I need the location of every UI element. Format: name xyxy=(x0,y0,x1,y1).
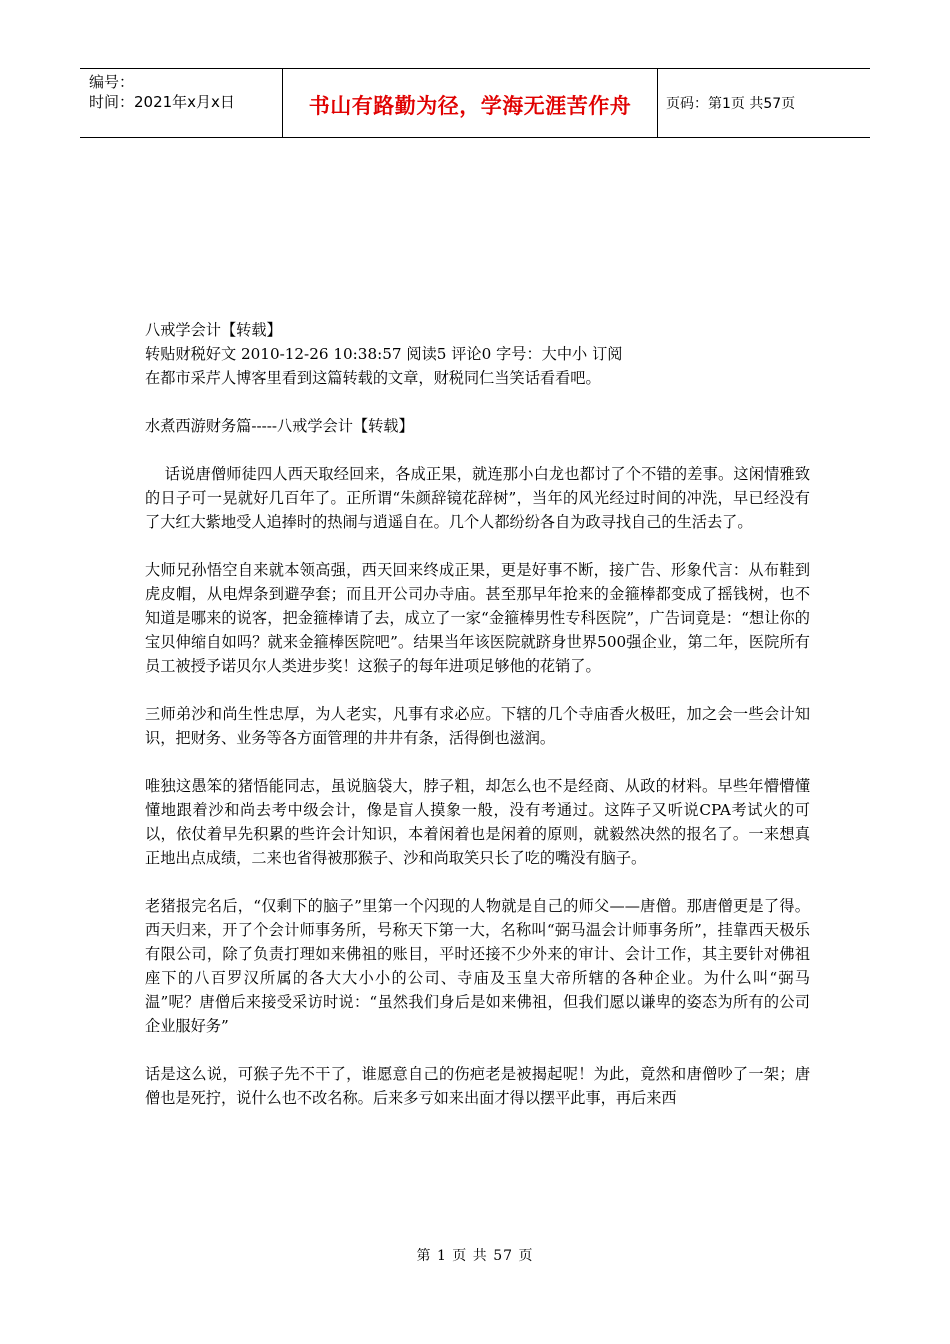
article-paragraph: 话是这么说，可猴子先不干了，谁愿意自己的伤疤老是被揭起呢！为此，竟然和唐僧吵了一架；唐僧也是死拧，说什么也不改名称。后来多亏如来出面才得以摆平此事，再后来西 xyxy=(145,1065,810,1107)
page-footer xyxy=(0,1245,950,1265)
header-page-cell xyxy=(658,69,870,137)
article-paragraph: 话说唐僧师徒四人西天取经回来，各成正果，就连那小白龙也都讨了个不错的差事。这闲情雅致的日子可一晃就好几百年了。正所谓“朱颜辞镜花辞树”，当年的风光经过时间的冲洗，早已经没有了大红大紫地受人追捧时的热闹与逍遥自在。几个人都纷纷各自为政寻找自己的生活去了。 xyxy=(145,465,810,531)
page-header xyxy=(80,68,870,138)
article-title: 八戒学会计【转载】 xyxy=(145,321,282,339)
document-date-label: 时间：2021年x月x日 xyxy=(89,93,235,111)
header-page-info: 页码：第1页 共57页 xyxy=(666,96,796,112)
article-paragraph: 三师弟沙和尚生性忠厚，为人老实，凡事有求必应。下辖的几个寺庙香火极旺，加之会一些会计知识，把财务、业务等各方面管理的井井有条，活得倒也滋润。 xyxy=(145,705,810,747)
article-paragraph: 大师兄孙悟空自来就本领高强，西天回来终成正果，更是好事不断，接广告、形象代言：从布鞋到虎皮帽，从电焊条到避孕套；而且开公司办寺庙。甚至那早年抢来的金箍棒都变成了摇钱树，也不知道是哪来的说客，把金箍棒请了去，成立了一家“金箍棒男性专科医院”，广告词竟是：“想让你的宝贝伸缩自如吗？就来金箍棒医院吧”。结果当年该医院就跻身世界500强企业，第二年，医院所有员工被授予诺贝尔人类进步奖！这猴子的每年进项足够他的花销了。 xyxy=(145,561,810,675)
footer-page-number: 第 1 页 共 57 页 xyxy=(416,1248,534,1264)
header-motto: 书山有路勤为径，学海无涯苦作舟 xyxy=(308,94,632,118)
article-paragraph: 老猪报完名后，“仅剩下的脑子”里第一个闪现的人物就是自己的师父——唐僧。那唐僧更是了得。西天归来，开了个会计师事务所，号称天下第一大，名称叫“弼马温会计师事务所”，挂靠西天极乐有限公司，除了负责打理如来佛祖的账目，平时还接不少外来的审计、会计工作，其主要针对佛祖座下的八百罗汉所属的各大大小小的公司、寺庙及玉皇大帝所辖的各种企业。为什么叫“弼马温”呢？唐僧后来接受采访时说：“虽然我们身后是如来佛祖，但我们愿以谦卑的姿态为所有的公司企业服好务” xyxy=(145,897,810,1035)
header-left-cell xyxy=(80,69,282,137)
article-intro: 在都市采芹人博客里看到这篇转载的文章，财税同仁当笑话看看吧。 xyxy=(145,369,601,387)
article-paragraph: 唯独这愚笨的猪悟能同志，虽说脑袋大，脖子粗，却怎么也不是经商、从政的材料。早些年懵懵懂懂地跟着沙和尚去考中级会计，像是盲人摸象一般，没有考通过。这阵子又听说CPA考试火的可以，依仗着早先积累的些许会计知识，本着闲着也是闲着的原则，就毅然决然的报名了。一来想真正地出点成绩，二来也省得被那猴子、沙和尚取笑只长了吃的嘴没有脑子。 xyxy=(145,777,810,867)
article-body xyxy=(145,318,810,1110)
article-subtitle: 水煮西游财务篇-----八戒学会计【转载】 xyxy=(145,417,414,435)
article-meta: 转贴财税好文 2010-12-26 10:38:57 阅读5 评论0 字号：大中小 订阅 xyxy=(145,345,623,363)
document-number-label: 编号： xyxy=(89,73,135,91)
header-motto-cell xyxy=(282,69,658,137)
